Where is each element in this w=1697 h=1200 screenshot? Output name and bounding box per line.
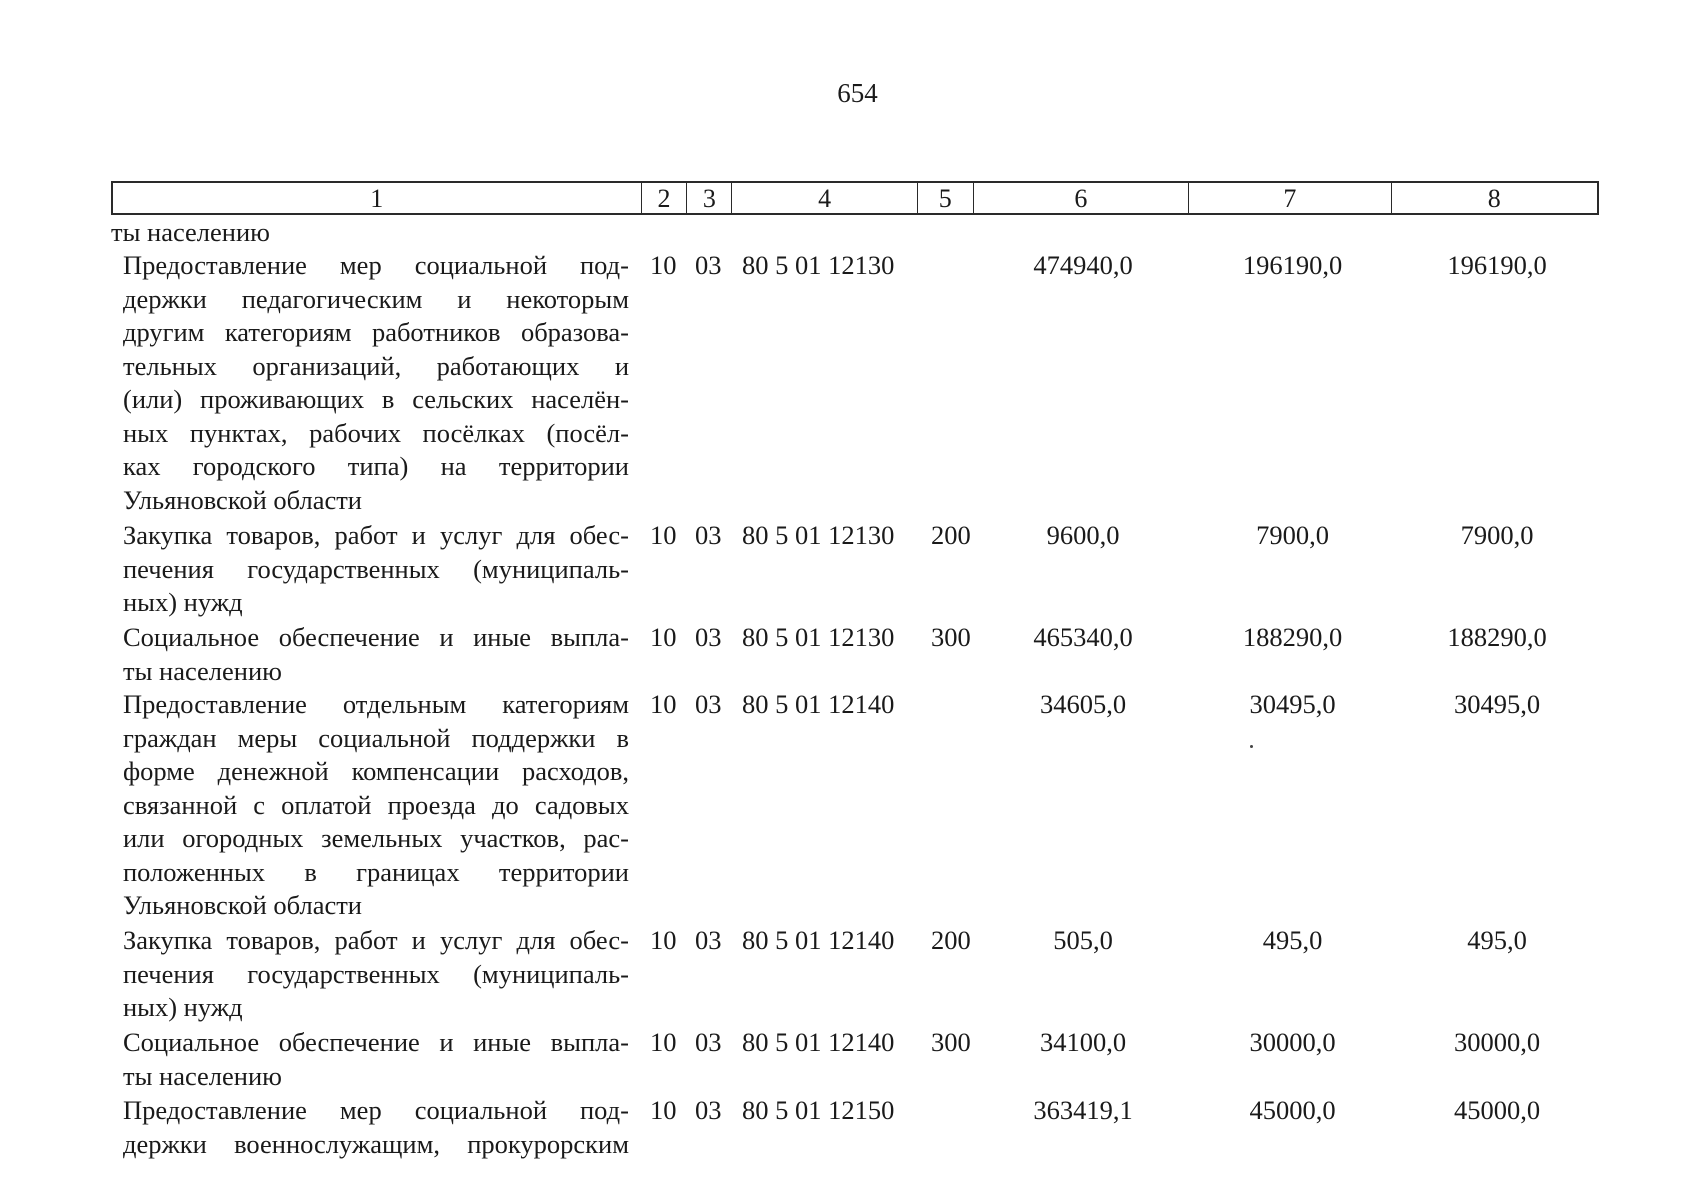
description-line: Предоставление отдельным категориям xyxy=(123,689,629,719)
scan-speck xyxy=(1250,745,1253,748)
cell-section: 10 xyxy=(650,925,677,955)
table-row-description xyxy=(123,621,629,688)
description-line: ках городского типа) на территории xyxy=(123,451,629,481)
cell-target-article: 80 5 01 12140 xyxy=(742,1027,895,1057)
cell-expense-type: 300 xyxy=(931,1027,971,1057)
cell-section: 10 xyxy=(650,1095,677,1125)
description-line: связанной с оплатой проезда до садовых xyxy=(123,789,629,820)
header-cell-4: 4 xyxy=(732,183,918,213)
cell-amount-7: 188290,0 xyxy=(1242,622,1343,652)
header-cell-8: 8 xyxy=(1487,184,1501,213)
continuation-text: ты населению xyxy=(111,217,270,247)
description-line: ных пунктах, рабочих посёлках (посёл- xyxy=(123,417,629,448)
cell-amount-7: 45000,0 xyxy=(1249,1095,1336,1125)
table-row-description xyxy=(123,519,629,620)
table-header-row xyxy=(111,181,1599,215)
header-cell-6: 6 xyxy=(974,183,1189,213)
cell-target-article: 80 5 01 12140 xyxy=(742,689,895,719)
header-cell-7: 7 xyxy=(1189,183,1391,213)
cell-section: 10 xyxy=(650,622,677,652)
cell-amount-7: 30000,0 xyxy=(1249,1027,1336,1057)
cell-amount-7: 495,0 xyxy=(1262,925,1323,955)
cell-target-article: 80 5 01 12130 xyxy=(742,622,895,652)
description-line: печения государственных (муниципаль- xyxy=(123,958,629,989)
cell-amount-8: 196190,0 xyxy=(1447,250,1547,280)
description-line: Предоставление мер социальной под- xyxy=(123,250,629,280)
cell-amount-7: 196190,0 xyxy=(1242,250,1343,280)
cell-subsection: 03 xyxy=(695,925,722,955)
cell-section: 10 xyxy=(650,520,677,550)
cell-amount-8: 495,0 xyxy=(1467,925,1527,955)
cell-amount-8: 45000,0 xyxy=(1453,1095,1541,1125)
description-line: положенных в границах территории xyxy=(123,856,629,887)
cell-target-article: 80 5 01 12150 xyxy=(742,1095,895,1125)
table-row-description xyxy=(123,249,629,517)
cell-subsection: 03 xyxy=(695,622,722,652)
cell-expense-type: 300 xyxy=(931,622,971,652)
table-row-description xyxy=(123,688,629,923)
description-line: Социальное обеспечение и иные выпла- xyxy=(123,1027,629,1057)
description-line: форме денежной компенсации расходов, xyxy=(123,756,629,786)
cell-amount-8: 30000,0 xyxy=(1453,1027,1541,1057)
description-line: ты населению xyxy=(123,655,282,686)
header-cell-3: 3 xyxy=(687,183,732,213)
description-line: Закупка товаров, работ и услуг для обес- xyxy=(123,520,629,550)
description-line: Ульяновской области xyxy=(123,484,362,515)
description-line: ных) нужд xyxy=(123,992,243,1022)
cell-amount-6: 465340,0 xyxy=(1033,622,1133,652)
header-cell-2: 2 xyxy=(642,183,688,213)
description-line: Ульяновской области xyxy=(123,890,362,920)
cell-amount-6: 34100,0 xyxy=(1039,1027,1127,1057)
cell-target-article: 80 5 01 12140 xyxy=(742,925,895,955)
cell-section: 10 xyxy=(650,1027,677,1057)
cell-amount-6: 505,0 xyxy=(1053,925,1113,955)
description-line: ты населению xyxy=(123,1060,282,1091)
description-line: другим категориям работников образова- xyxy=(123,317,629,347)
cell-section: 10 xyxy=(650,689,677,719)
cell-amount-7: 7900,0 xyxy=(1256,520,1329,550)
description-line: держки педагогическим и некоторым xyxy=(123,283,629,314)
cell-subsection: 03 xyxy=(695,689,722,719)
description-line: Предоставление мер социальной под- xyxy=(123,1095,629,1125)
cell-subsection: 03 xyxy=(695,520,722,550)
cell-amount-6: 474940,0 xyxy=(1033,250,1133,280)
page-number: 654 xyxy=(837,78,878,108)
description-line: Закупка товаров, работ и услуг для обес- xyxy=(123,925,629,955)
table-row-description xyxy=(123,924,629,1025)
cell-target-article: 80 5 01 12130 xyxy=(742,520,895,550)
cell-amount-8: 7900,0 xyxy=(1460,520,1534,550)
description-line: печения государственных (муниципаль- xyxy=(123,553,629,584)
description-line: ных) нужд xyxy=(123,587,243,617)
cell-amount-8: 188290,0 xyxy=(1447,622,1547,652)
description-line: тельных организаций, работающих и xyxy=(123,350,629,381)
cell-amount-8: 30495,0 xyxy=(1453,689,1541,719)
table-row-description xyxy=(123,1026,629,1093)
cell-section: 10 xyxy=(650,250,677,280)
description-line: держки военнослужащим, прокурорским xyxy=(123,1128,629,1159)
header-cell-1: 1 xyxy=(113,183,642,213)
description-line: Социальное обеспечение и иные выпла- xyxy=(123,622,629,652)
cell-expense-type: 200 xyxy=(931,925,971,955)
cell-subsection: 03 xyxy=(695,250,722,280)
table-row-description xyxy=(123,1094,629,1161)
header-cell-5: 5 xyxy=(918,183,974,213)
cell-amount-7: 30495,0 xyxy=(1249,689,1336,719)
cell-amount-6: 34605,0 xyxy=(1039,689,1127,719)
cell-target-article: 80 5 01 12130 xyxy=(742,250,895,280)
cell-subsection: 03 xyxy=(695,1095,722,1125)
cell-amount-6: 363419,1 xyxy=(1033,1095,1133,1125)
cell-amount-6: 9600,0 xyxy=(1046,520,1120,550)
cell-subsection: 03 xyxy=(695,1027,722,1057)
description-line: или огородных земельных участков, рас- xyxy=(123,823,629,853)
cell-expense-type: 200 xyxy=(931,520,971,550)
description-line: (или) проживающих в сельских населён- xyxy=(123,384,629,414)
description-line: граждан меры социальной поддержки в xyxy=(123,722,629,753)
